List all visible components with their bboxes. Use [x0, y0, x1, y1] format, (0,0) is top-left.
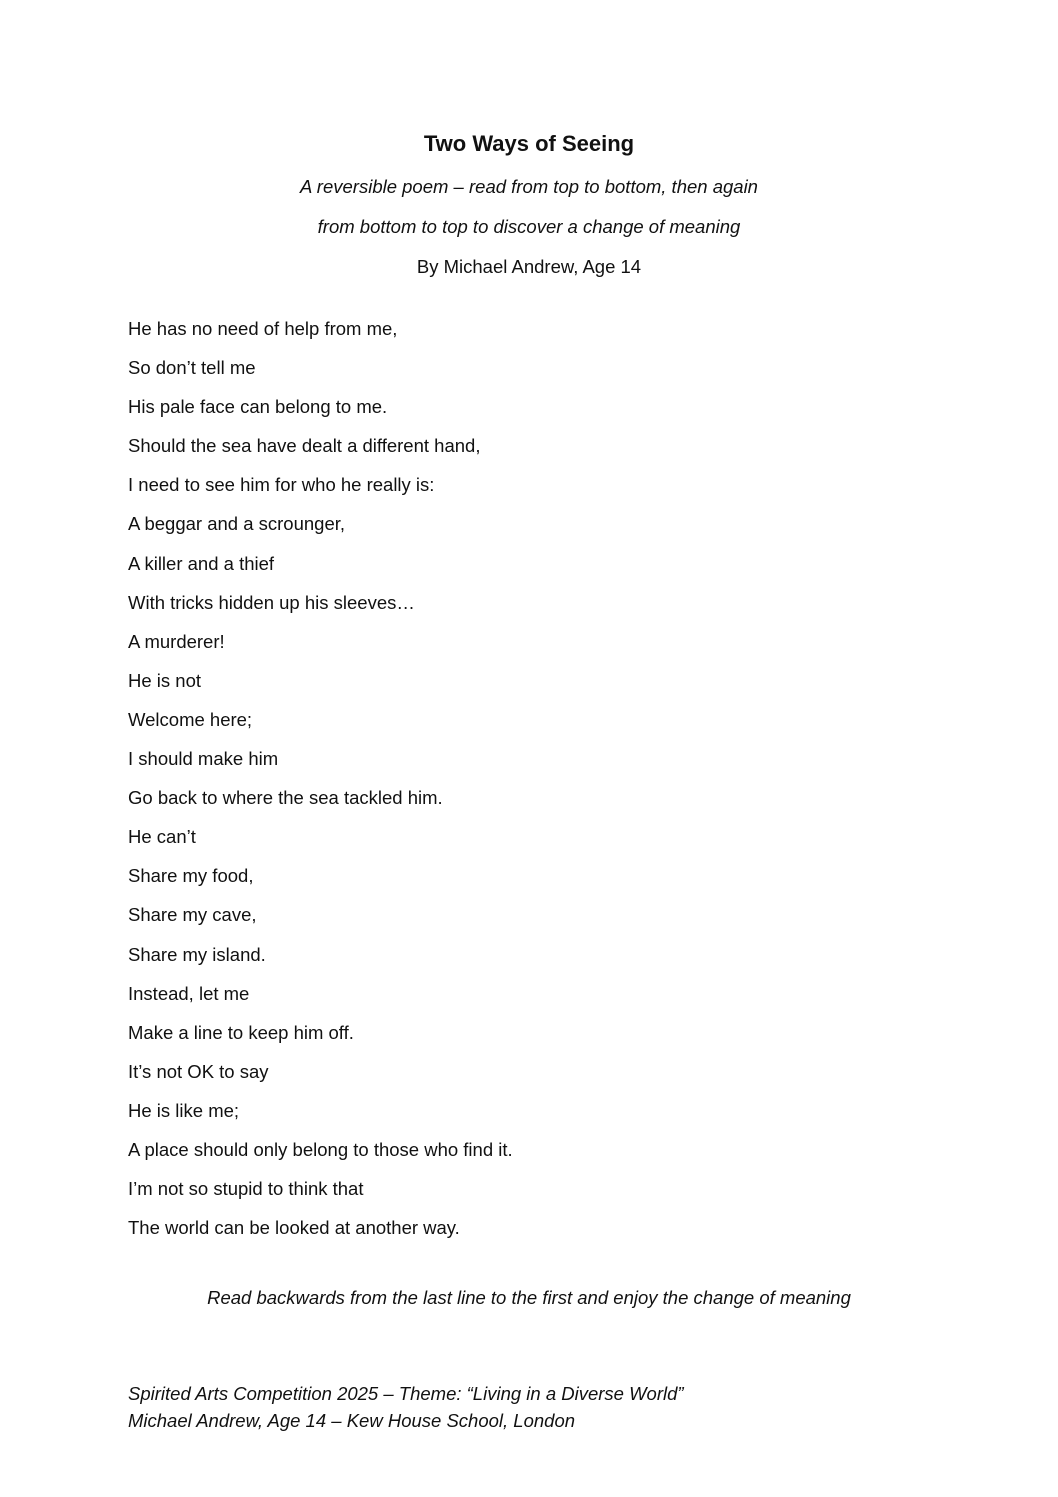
poem-line: I’m not so stupid to think that — [128, 1178, 364, 1200]
poem-line: Share my island. — [128, 943, 266, 965]
subtitle-line-2: from bottom to top to discover a change of meaning — [317, 216, 741, 237]
byline: By Michael Andrew, Age 14 — [416, 256, 642, 277]
poem-line: Share my cave, — [128, 904, 257, 926]
poem-line: He has no need of help from me, — [128, 318, 398, 339]
poem-line: Share my food, — [128, 865, 254, 887]
poem-line: A place should only belong to those who find it. — [128, 1138, 513, 1160]
poem-line: He is not — [128, 669, 202, 691]
poem-line: So don’t tell me — [128, 357, 256, 379]
poem-line: Should the sea have dealt a different hand, — [128, 435, 481, 457]
poem-line: Welcome here; — [128, 708, 253, 730]
poem-line: Instead, let me — [128, 982, 250, 1004]
poem-line: Make a line to keep him off. — [128, 1021, 354, 1043]
poem-line: The world can be looked at another way. — [128, 1217, 460, 1239]
footer-author-line: Michael Andrew, Age 14 – Kew House School, London — [128, 1409, 576, 1431]
poem-line: Go back to where the sea tackled him. — [128, 787, 443, 809]
poem-line: I should make him — [128, 748, 279, 770]
reading-note: Read backwards from the last line to the first and enjoy the change of meaning — [207, 1287, 851, 1308]
footer — [128, 1381, 684, 1434]
footer-competition-line: Spirited Arts Competition 2025 – Theme: “Living in a Diverse World” — [128, 1383, 684, 1404]
poem-line: A killer and a thief — [128, 552, 275, 574]
poem-line: He can’t — [128, 826, 196, 848]
poem-body — [128, 309, 513, 1247]
poem-line: A beggar and a scrounger, — [128, 513, 346, 535]
poem-title: Two Ways of Seeing — [423, 131, 635, 156]
poem-line: A murderer! — [128, 630, 225, 652]
poem-line: With tricks hidden up his sleeves… — [128, 591, 415, 613]
poem-line: It’s not OK to say — [128, 1060, 269, 1082]
subtitle-line-1: A reversible poem – read from top to bottom, then again — [300, 176, 758, 197]
poem-line: I need to see him for who he really is: — [128, 474, 435, 496]
poem-line: He is like me; — [128, 1099, 240, 1121]
poem-line: His pale face can belong to me. — [128, 396, 388, 418]
